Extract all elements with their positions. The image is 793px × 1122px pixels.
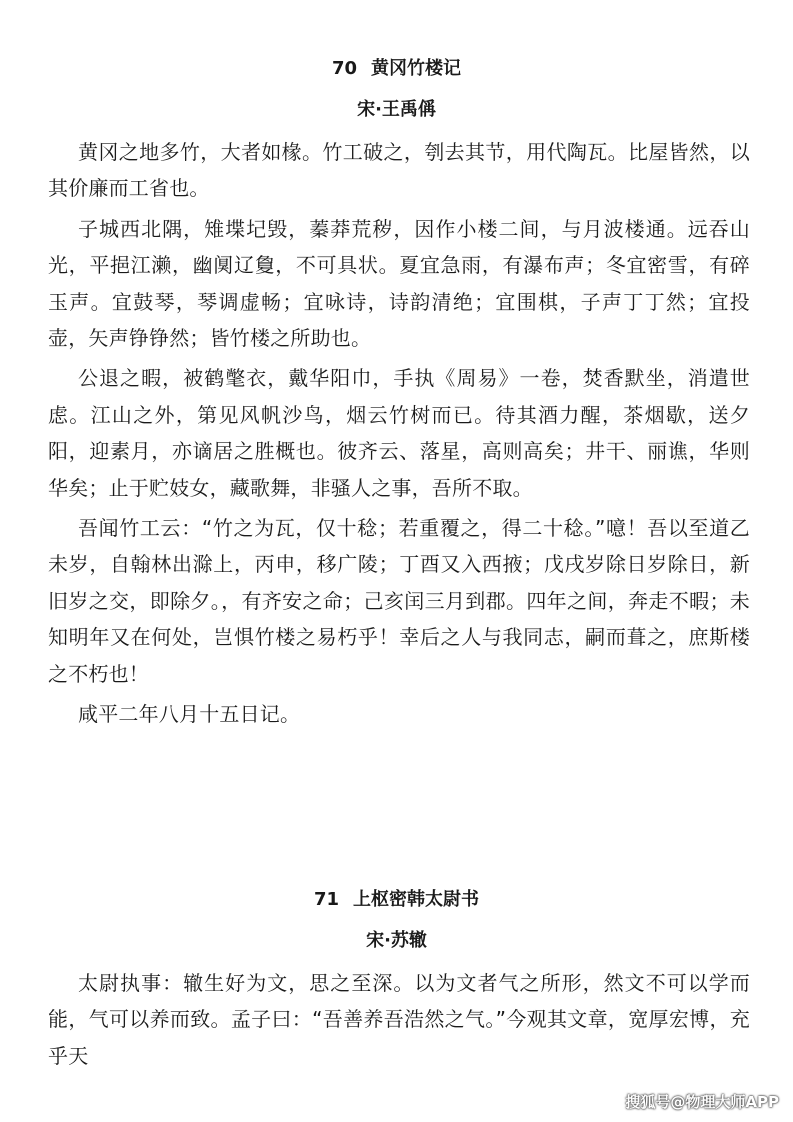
paragraph: 吾闻竹工云：“竹之为瓦，仅十稔；若重覆之，得二十稔。”噫！吾以至道乙未岁，自翰林出滁上，丙申，移广陵；丁酉又入西掖；戊戌岁除日岁除日，新旧岁之交，即除夕。，有齐安之命；己亥闰三月到郡。四年之间，奔走不暇；未知明年又在何处，岂惧竹楼之易朽乎！幸后之人与我同志，嗣而葺之，庶斯楼之不朽也！ <box>48 516 750 686</box>
section-70-title <box>0 57 793 81</box>
paragraph: 太尉执事：辙生好为文，思之至深。以为文者气之所形，然文不可以学而能，气可以养而致。孟子曰：“吾善养吾浩然之气。”今观其文章，宽厚宏博，充乎天 <box>48 971 750 1068</box>
section-number: 70 <box>331 58 358 79</box>
paragraph: 咸平二年八月十五日记。 <box>78 702 301 727</box>
section-71-body <box>48 965 750 1078</box>
section-71-title <box>0 888 793 912</box>
watermark: 搜狐号@物理大师APP <box>625 1093 779 1111</box>
section-number: 71 <box>313 889 340 910</box>
paragraph: 黄冈之地多竹，大者如椽。竹工破之，刳去其节，用代陶瓦。比屋皆然，以其价廉而工省也。 <box>48 140 750 201</box>
section-title-text: 上枢密韩太尉书 <box>353 889 480 910</box>
section-70-body <box>48 134 750 737</box>
paragraph: 子城西北隅，雉堞圮毁，蓁莽荒秽，因作小楼二间，与月波楼通。远吞山光，平挹江濑，幽阒辽敻，不可具状。夏宜急雨，有瀑布声；冬宜密雪，有碎玉声。宜鼓琴，琴调虚畅；宜咏诗，诗韵清绝；宜围棋，子声丁丁然；宜投壶，矢声铮铮然；皆竹楼之所助也。 <box>48 216 750 351</box>
paragraph: 公退之暇，被鹤氅衣，戴华阳巾，手执《周易》一卷，焚香默坐，消遣世虑。江山之外，第见风帆沙鸟，烟云竹树而已。待其酒力醒，茶烟歇，送夕阳，迎素月，亦谪居之胜概也。彼齐云、落星，高则高矣；井干、丽谯，华则华矣；止于贮妓女，藏歌舞，非骚人之事，吾所不取。 <box>48 366 750 500</box>
section-71-author: 宋·苏辙 <box>366 930 427 951</box>
section-70-author: 宋·王禹偁 <box>357 99 436 120</box>
section-title-text: 黄冈竹楼记 <box>371 58 462 79</box>
